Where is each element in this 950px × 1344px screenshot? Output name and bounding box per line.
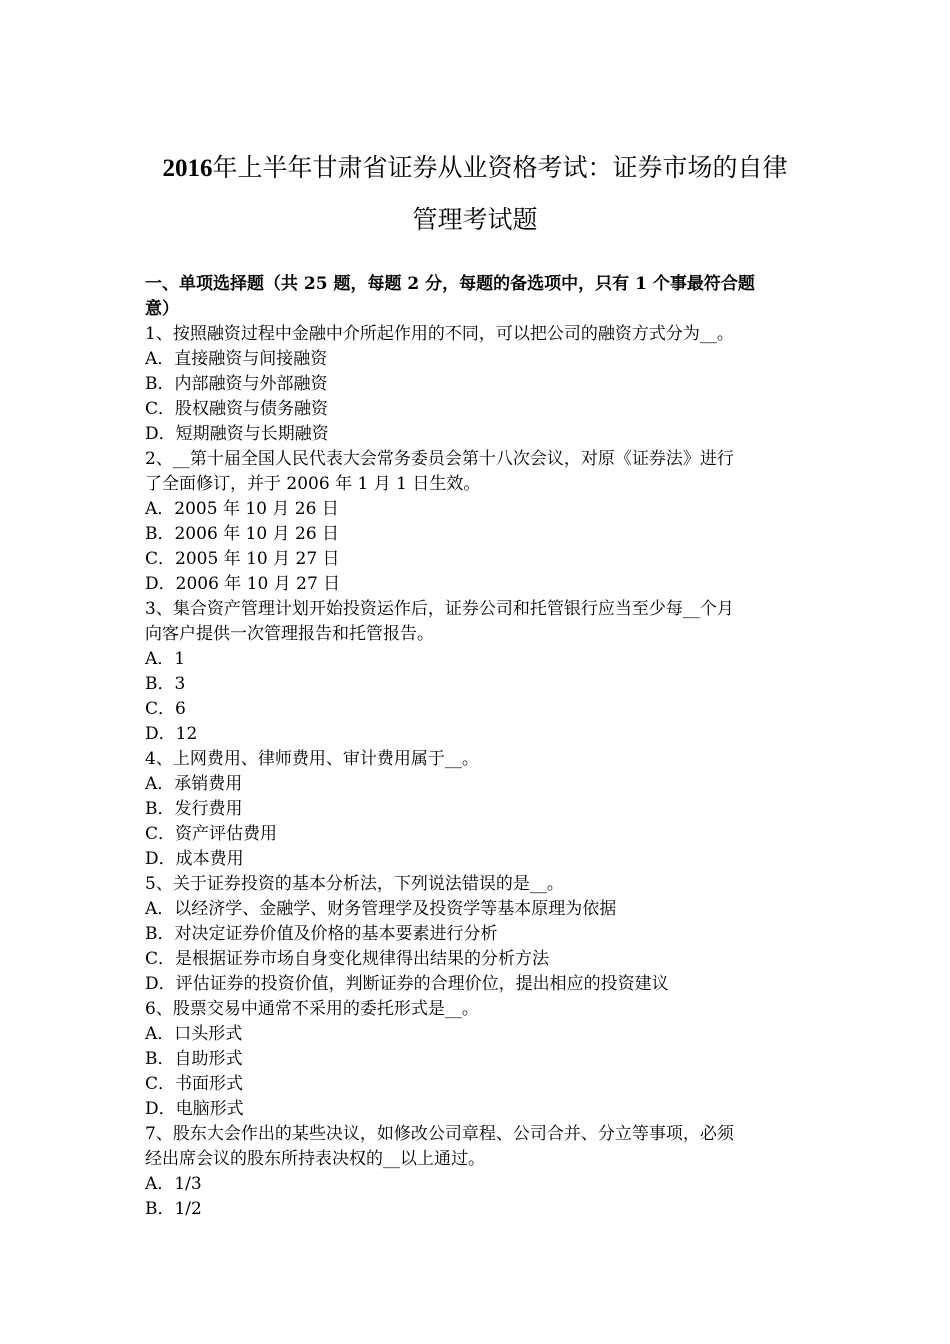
question-stem-line: 6、股票交易中通常不采用的委托形式是__。 bbox=[145, 999, 479, 1019]
answer-option: B．发行费用 bbox=[145, 799, 243, 819]
title-text: 年上半年甘肃省证券从业资格考试：证券市场的自律 bbox=[212, 153, 788, 182]
question-4 bbox=[145, 747, 810, 872]
answer-option: C．2005 年 10 月 27 日 bbox=[145, 549, 340, 569]
answer-option: B．3 bbox=[145, 674, 186, 694]
answer-option: D．评估证券的投资价值，判断证券的合理价位，提出相应的投资建议 bbox=[145, 974, 669, 994]
question-stem-line: 经出席会议的股东所持表决权的__以上通过。 bbox=[145, 1149, 485, 1169]
question-stem-line: 2、__第十届全国人民代表大会常务委员会第十八次会议，对原《证券法》进行 bbox=[145, 449, 734, 469]
question-list bbox=[145, 322, 810, 1222]
answer-option: B．自助形式 bbox=[145, 1049, 243, 1069]
answer-option: A．口头形式 bbox=[145, 1024, 243, 1044]
answer-option: A．1 bbox=[145, 649, 186, 669]
question-2 bbox=[145, 447, 810, 597]
question-5 bbox=[145, 872, 810, 997]
answer-option: A．以经济学、金融学、财务管理学及投资学等基本原理为依据 bbox=[145, 899, 617, 919]
answer-option: C．股权融资与债务融资 bbox=[145, 399, 329, 419]
answer-option: D．2006 年 10 月 27 日 bbox=[145, 574, 341, 594]
answer-option: D．成本费用 bbox=[145, 849, 244, 869]
question-1 bbox=[145, 322, 810, 447]
section-heading: 一、单项选择题（共 25 题，每题 2 分，每题的备选项中，只有 1 个事最符合题 bbox=[145, 274, 755, 294]
question-stem-line: 3、集合资产管理计划开始投资运作后，证券公司和托管银行应当至少每__个月 bbox=[145, 599, 734, 619]
answer-option: C．是根据证券市场自身变化规律得出结果的分析方法 bbox=[145, 949, 550, 969]
answer-option: A．2005 年 10 月 26 日 bbox=[145, 499, 339, 519]
answer-option: A．承销费用 bbox=[145, 774, 243, 794]
answer-option: A．1/3 bbox=[145, 1174, 202, 1194]
question-7 bbox=[145, 1122, 810, 1222]
answer-option: B．内部融资与外部融资 bbox=[145, 374, 328, 394]
question-stem-line: 4、上网费用、律师费用、审计费用属于__。 bbox=[145, 749, 479, 769]
question-6 bbox=[145, 997, 810, 1122]
title-year: 2016 bbox=[162, 155, 213, 182]
answer-option: C．书面形式 bbox=[145, 1074, 244, 1094]
answer-option: A．直接融资与间接融资 bbox=[145, 349, 328, 369]
question-stem-line: 了全面修订，并于 2006 年 1 月 1 日生效。 bbox=[145, 474, 481, 494]
answer-option: C．资产评估费用 bbox=[145, 824, 278, 844]
answer-option: B．1/2 bbox=[145, 1199, 202, 1219]
question-stem-line: 向客户提供一次管理报告和托管报告。 bbox=[145, 624, 434, 644]
answer-option: D．短期融资与长期融资 bbox=[145, 424, 329, 444]
question-3 bbox=[145, 597, 810, 747]
question-stem-line: 5、关于证券投资的基本分析法，下列说法错误的是__。 bbox=[145, 874, 564, 894]
answer-option: C．6 bbox=[145, 699, 186, 719]
answer-option: D．电脑形式 bbox=[145, 1099, 244, 1119]
section-heading-continued: 意） bbox=[145, 299, 179, 319]
document-title-line-1 bbox=[120, 153, 830, 184]
answer-option: D．12 bbox=[145, 724, 198, 744]
question-stem-line: 1、按照融资过程中金融中介所起作用的不同，可以把公司的融资方式分为__。 bbox=[145, 324, 734, 344]
document-body bbox=[145, 272, 810, 1222]
answer-option: B．2006 年 10 月 26 日 bbox=[145, 524, 340, 544]
document-title-line-2: 管理考试题 bbox=[412, 205, 538, 234]
question-stem-line: 7、股东大会作出的某些决议，如修改公司章程、公司合并、分立等事项，必须 bbox=[145, 1124, 734, 1144]
answer-option: B．对决定证券价值及价格的基本要素进行分析 bbox=[145, 924, 498, 944]
